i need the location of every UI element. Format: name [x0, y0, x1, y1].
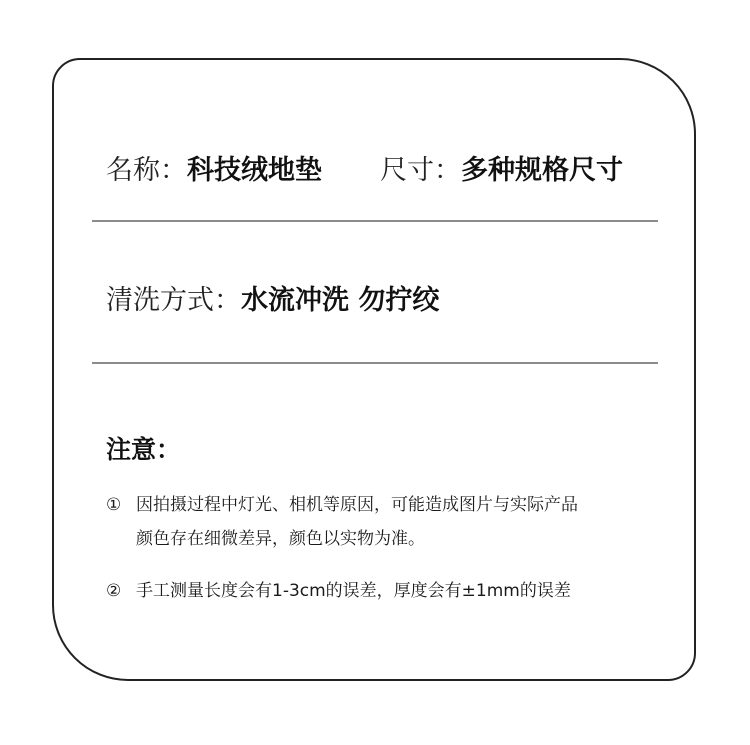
- note-text-line2: 颜色存在细微差异，颜色以实物为准。: [136, 529, 425, 549]
- wash-label: 清洗方式：: [106, 285, 241, 316]
- size-value: 多种规格尺寸: [461, 155, 623, 186]
- note-marker: ②: [106, 581, 122, 601]
- note-text-line1: 因拍摄过程中灯光、相机等原因，可能造成图片与实际产品: [136, 495, 578, 515]
- wash-value: 水流冲洗 勿拧绞: [241, 285, 440, 316]
- note-item: [106, 574, 571, 608]
- divider: [92, 220, 658, 222]
- note-marker: ①: [106, 495, 122, 515]
- notes-title: 注意：: [106, 435, 182, 464]
- note-item: [106, 488, 578, 556]
- size-row: [380, 153, 623, 189]
- wash-row: [106, 283, 439, 319]
- name-value: 科技绒地垫: [187, 155, 322, 186]
- name-row: [106, 153, 322, 189]
- size-label: 尺寸：: [380, 155, 461, 186]
- note-text-line1: 手工测量长度会有1-3cm的误差，厚度会有±1mm的误差: [136, 581, 571, 601]
- name-label: 名称：: [106, 155, 187, 186]
- divider: [92, 362, 658, 364]
